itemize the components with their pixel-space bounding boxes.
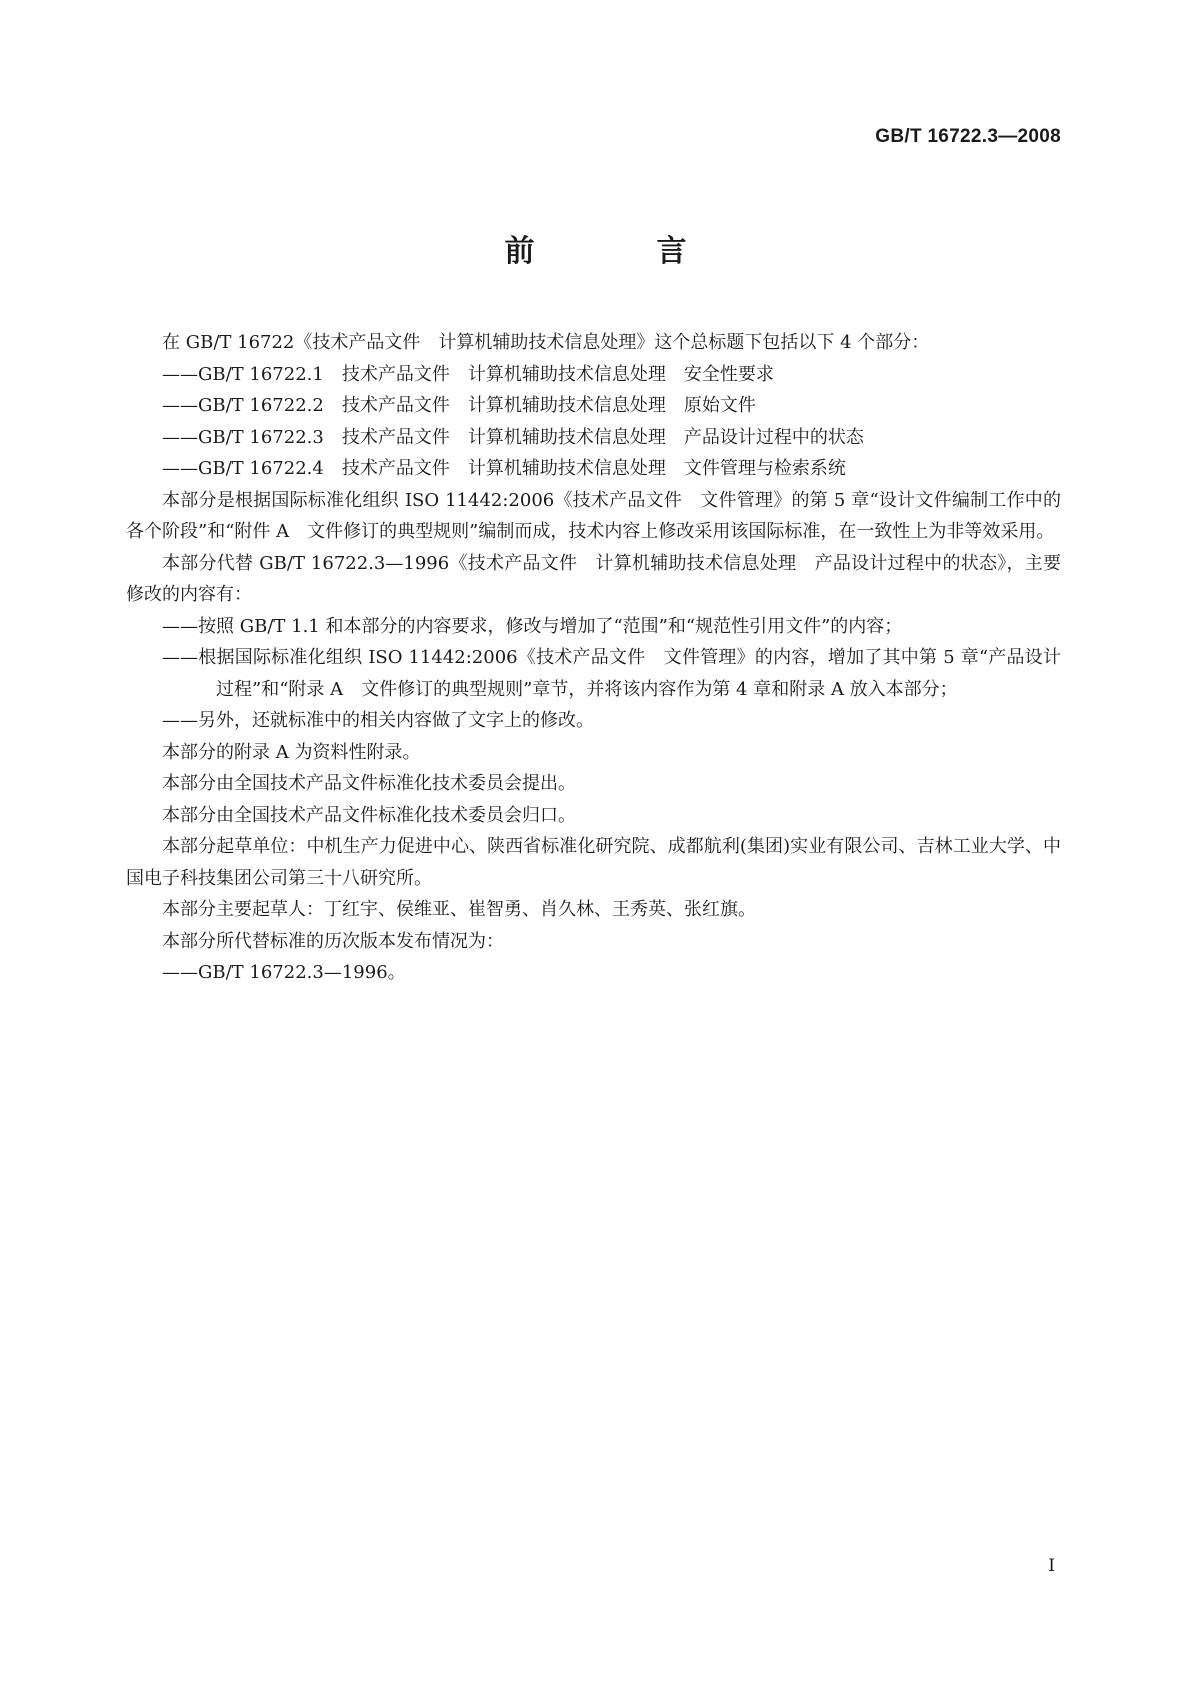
standard-number: GB/T 16722.3—2008	[875, 126, 1061, 147]
paragraph-managed-by: 本部分由全国技术产品文件标准化技术委员会归口。	[162, 804, 576, 826]
paragraph-replaces: 本部分代替 GB/T 16722.3—1996《技术产品文件 计算机辅助技术信息处理 产品设计过程中的状态》，主要修改的内容有：	[126, 552, 1061, 605]
paragraph-proposed-by: 本部分由全国技术产品文件标准化技术委员会提出。	[162, 773, 576, 794]
list-item-change-1: ——按照 GB/T 1.1 和本部分的内容要求，修改与增加了“范围”和“规范性引用文件”的内容；	[162, 615, 903, 637]
page-title: 前 言	[504, 234, 733, 269]
foreword-body	[126, 327, 1061, 989]
paragraph-annex: 本部分的附录 A 为资料性附录。	[162, 741, 421, 763]
paragraph-history: 本部分所代替标准的历次版本发布情况为：	[162, 930, 504, 952]
list-item-part-1: ——GB/T 16722.1 技术产品文件 计算机辅助技术信息处理 安全性要求	[162, 363, 774, 385]
list-item-part-3: ——GB/T 16722.3 技术产品文件 计算机辅助技术信息处理 产品设计过程中的状态	[162, 426, 864, 448]
list-item-part-2: ——GB/T 16722.2 技术产品文件 计算机辅助技术信息处理 原始文件	[162, 395, 756, 416]
list-item-part-4: ——GB/T 16722.4 技术产品文件 计算机辅助技术信息处理 文件管理与检索系统	[162, 458, 846, 479]
list-item-change-2: ——根据国际标准化组织 ISO 11442:2006《技术产品文件 文件管理》的内容，增加了其中第 5 章“产品设计过程”和“附录 A 文件修订的典型规则”章节，并将该内容作为第 4 章和附录 A 放入本部分；	[162, 647, 1061, 700]
page-number: I	[1048, 1556, 1055, 1576]
list-item-history-1: ——GB/T 16722.3—1996。	[162, 962, 406, 983]
paragraph-basis: 本部分是根据国际标准化组织 ISO 11442:2006《技术产品文件 文件管理》的第 5 章“设计文件编制工作中的各个阶段”和“附件 A 文件修订的典型规则”编制而成，技术内容上修改采用该国际标准，在一致性上为非等效采用。	[126, 489, 1061, 542]
paragraph-drafters: 本部分主要起草人：丁红宇、侯维亚、崔智勇、肖久林、王秀英、张红旗。	[162, 899, 756, 920]
list-item-change-3: ——另外，还就标准中的相关内容做了文字上的修改。	[162, 710, 594, 731]
paragraph-drafting-units: 本部分起草单位：中机生产力促进中心、陕西省标准化研究院、成都航利(集团)实业有限公司、吉林工业大学、中国电子科技集团公司第三十八研究所。	[126, 836, 1061, 889]
paragraph-intro: 在 GB/T 16722《技术产品文件 计算机辅助技术信息处理》这个总标题下包括以下 4 个部分：	[162, 332, 930, 353]
